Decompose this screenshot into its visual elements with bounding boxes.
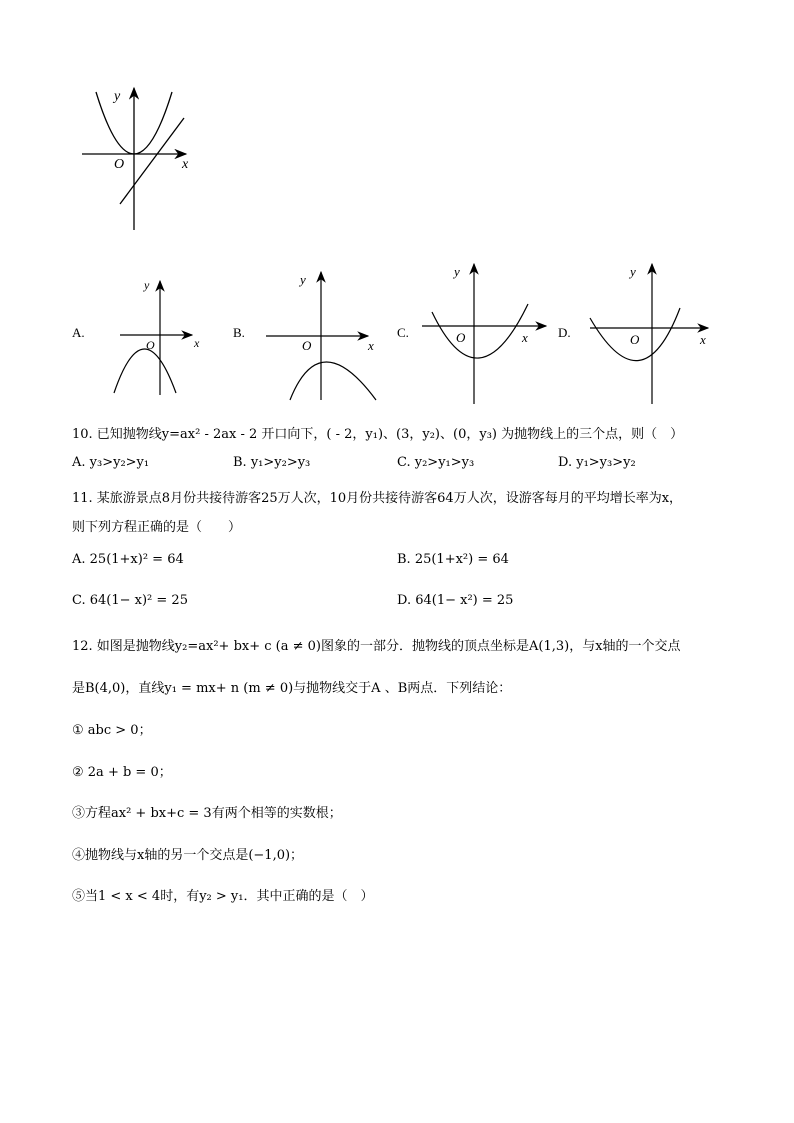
svg-text:O: O bbox=[456, 330, 466, 345]
main-graph bbox=[70, 82, 200, 237]
q12-stem-line1: 12. 如图是抛物线y₂=ax²+ bx+ c (a ≠ 0)图象的一部分．抛物线的顶点坐标是A(1,3)，与x轴的一个交点 bbox=[72, 639, 681, 654]
q11-option-d[interactable]: D. 64(1− x²) = 25 bbox=[397, 593, 514, 608]
option-b-letter: B. bbox=[233, 325, 245, 340]
q11-option-a[interactable]: A. 25(1+x)² = 64 bbox=[72, 552, 184, 567]
svg-text:O: O bbox=[302, 338, 312, 353]
q11-stem-line2: 则下列方程正确的是（ ） bbox=[72, 520, 242, 535]
y-label: y bbox=[114, 89, 121, 104]
q11-option-c[interactable]: C. 64(1− x)² = 25 bbox=[72, 593, 188, 608]
q12-item-4: ④抛物线与x轴的另一个交点是(−1,0)； bbox=[72, 848, 304, 863]
svg-text:y: y bbox=[300, 272, 306, 287]
option-a-letter: A. bbox=[72, 325, 85, 340]
option-a-graph[interactable] bbox=[100, 275, 210, 400]
parabola-curve bbox=[290, 362, 376, 400]
q11-stem-line1: 11. 某旅游景点8月份共接待游客25万人次，10月份共接待游客64万人次，设游客每月的平均增长率为x， bbox=[72, 491, 683, 506]
svg-text:y: y bbox=[630, 264, 636, 279]
option-c-graph[interactable] bbox=[418, 258, 558, 408]
svg-text:x: x bbox=[700, 332, 706, 347]
q10-stem: 10. 已知抛物线y=ax² - 2ax - 2 开口向下，( - 2，y₁)、(3，y₂)、(0，y₃) 为抛物线上的三个点，则（ ） bbox=[72, 427, 684, 442]
svg-text:x: x bbox=[522, 330, 528, 345]
x-label: x bbox=[182, 157, 189, 172]
option-d-graph[interactable] bbox=[584, 258, 719, 408]
q10-option-c[interactable]: C. y₂>y₁>y₃ bbox=[397, 455, 475, 470]
svg-text:O: O bbox=[630, 332, 640, 347]
parabola-curve bbox=[114, 349, 176, 393]
q11-option-b[interactable]: B. 25(1+x²) = 64 bbox=[397, 552, 509, 567]
q10-option-d[interactable]: D. y₁>y₃>y₂ bbox=[558, 455, 636, 470]
q12-stem-line2: 是B(4,0)，直线y₁ = mx+ n (m ≠ 0)与抛物线交于A 、B两点．下列结论： bbox=[72, 681, 512, 696]
q12-item-5: ⑤当1 < x < 4时，有y₂ > y₁．其中正确的是（ ） bbox=[72, 889, 374, 904]
option-d-letter: D. bbox=[558, 325, 571, 340]
q10-option-b[interactable]: B. y₁>y₂>y₃ bbox=[233, 455, 311, 470]
parabola-curve bbox=[432, 304, 528, 358]
origin-label: O bbox=[114, 157, 125, 172]
svg-text:x: x bbox=[194, 336, 200, 350]
option-c-letter: C. bbox=[397, 325, 409, 340]
line-curve bbox=[120, 118, 184, 204]
q12-item-1: ① abc > 0； bbox=[72, 723, 152, 738]
q12-item-3: ③方程ax² + bx+c = 3有两个相等的实数根； bbox=[72, 806, 342, 821]
svg-text:O: O bbox=[146, 338, 155, 352]
q10-option-a[interactable]: A. y₃>y₂>y₁ bbox=[72, 455, 150, 470]
q12-item-2: ② 2a + b = 0； bbox=[72, 765, 172, 780]
svg-text:x: x bbox=[368, 338, 374, 353]
svg-text:y: y bbox=[144, 278, 150, 292]
svg-text:y: y bbox=[454, 264, 460, 279]
option-b-graph[interactable] bbox=[262, 268, 392, 403]
